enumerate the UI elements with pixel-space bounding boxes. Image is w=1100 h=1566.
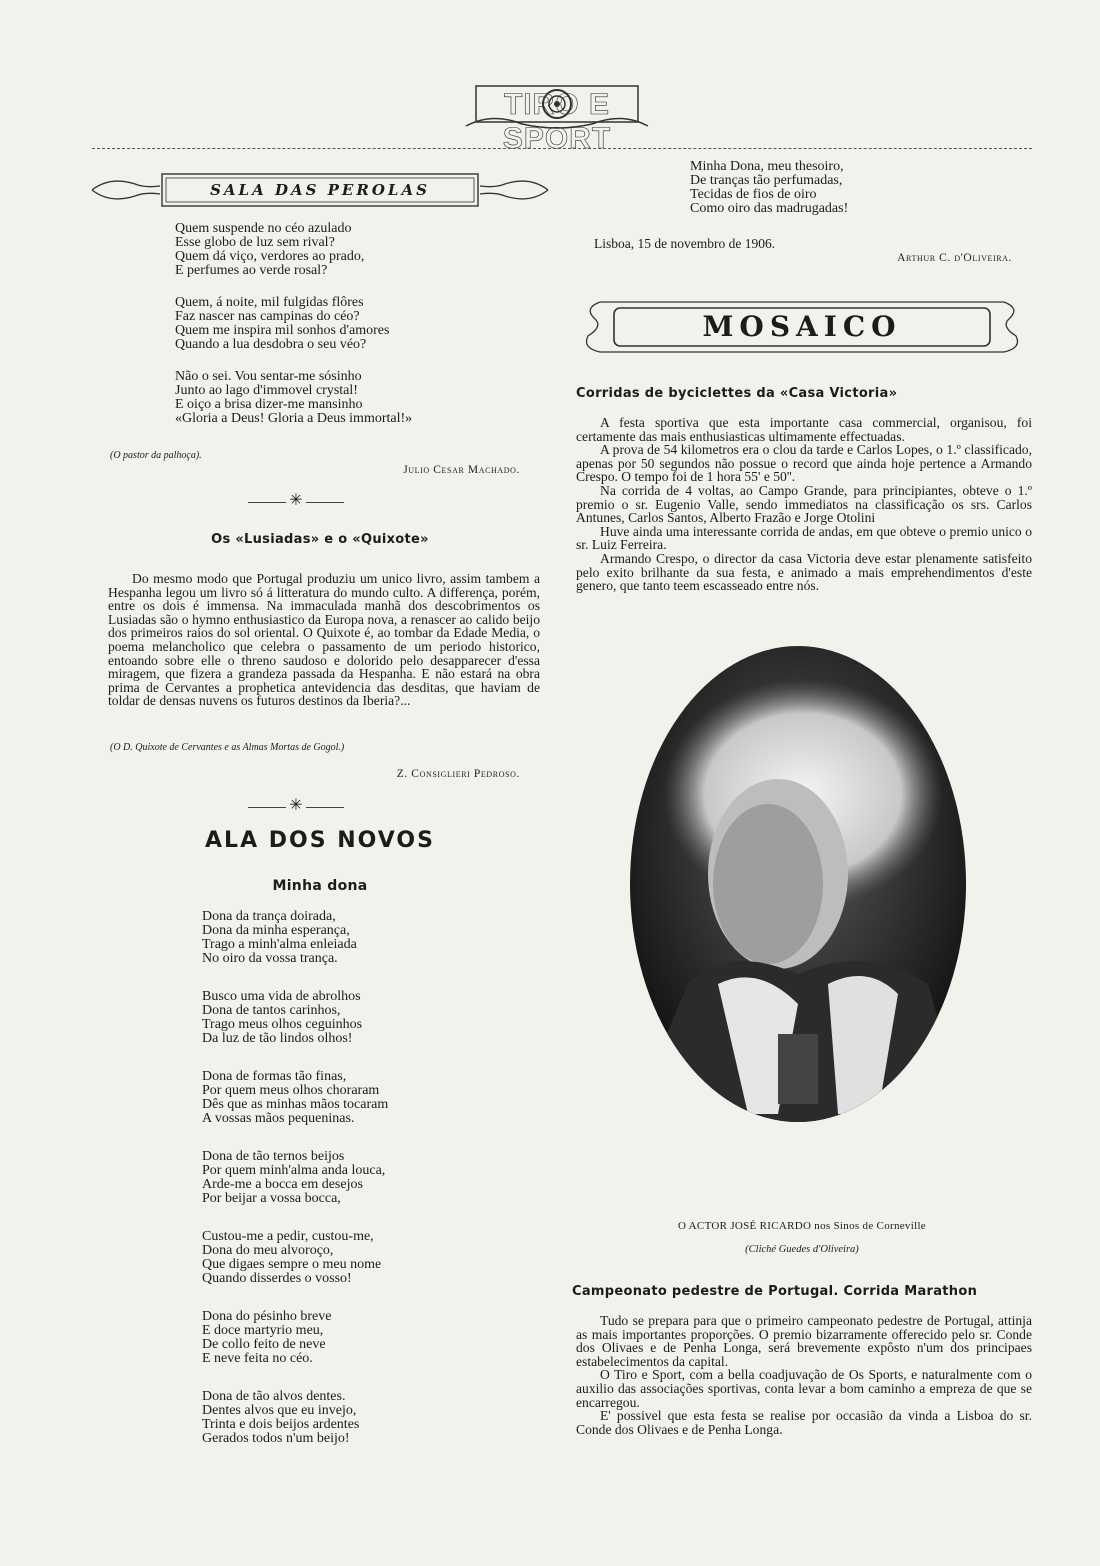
poem-line: Quem me inspira mil sonhos d'amores	[175, 323, 390, 338]
lusiadas-source: (O D. Quixote de Cervantes e as Almas Mortas de Gogol.)	[110, 742, 345, 753]
poem-line: Tecidas de fios de oiro	[690, 187, 817, 202]
poem-line: Busco uma vida de abrolhos	[202, 989, 361, 1004]
poem-line: No oiro da vossa trança.	[202, 951, 338, 966]
novos-heading: ALA DOS NOVOS	[205, 828, 435, 853]
poem-line: Trago meus olhos ceguinhos	[202, 1017, 363, 1032]
mosaico-banner-title: MOSAICO	[702, 310, 902, 343]
article-paragraph: Huve ainda uma interessante corrida de andas, em que obteve o premio unico o sr. Luiz Ferreira.	[576, 523, 1032, 553]
poem-line: Minha Dona, meu thesoiro,	[690, 159, 844, 174]
poem-stanza	[175, 222, 505, 278]
poem-line: Faz nascer nas campinas do céo?	[175, 309, 360, 324]
poem-stanza	[175, 296, 505, 352]
novos-author: Arthur C. d'Oliveira.	[897, 252, 1012, 264]
poem-line: Esse globo de luz sem rival?	[175, 235, 335, 250]
poem-line: Por quem minh'alma anda louca,	[202, 1163, 386, 1178]
article-paragraph: Armando Crespo, o director da casa Victoria deve estar plenamente satisfeito pelo exito brilhante da sua festa, e animado a mais emprehendimentos d'este genero, que tanto teem escasseado entre nós.	[576, 550, 1032, 594]
lusiadas-paragraph: Do mesmo modo que Portugal produziu um unico livro, assim tambem a Hespanha legou um livro só á litteratura do mundo culto. A differença, porém, entre os dois é immensa. Na immaculada manhã dos descobrimentos os Lusiadas são o hymno enthusiastico da Europa nova, a renascer ao calido beijo dos primeiros raios do sol oriental. O Quixote é, ao tombar da Edade Media, o poema melancholico que celebra o passamento de um periodo historico, entoando sobre elle o threno saudoso e dolorido pelo desapparecer d'essa miragem, que fizera a grandeza passada da Hespanha. E não estará na obra prima de Cervantes a prophetica antevidencia das desditas, que haviam de toldar de densas nuvens os futuros destinos da Iberia?...	[108, 571, 540, 709]
poem-line: A vossas mãos pequeninas.	[202, 1111, 355, 1126]
poem-line: Dona de tão ternos beijos	[202, 1149, 345, 1164]
poem-stanza	[202, 990, 532, 1046]
poem-line: E neve feita no céo.	[202, 1351, 313, 1366]
separator-star: ✳	[248, 800, 344, 814]
bikes-title: Corridas de byciclettes da «Casa Victoria»	[576, 386, 898, 401]
lusiadas-body	[108, 572, 540, 708]
poem-line: Por quem meus olhos choraram	[202, 1083, 380, 1098]
poem-line: Quem dá viço, verdores ao prado,	[175, 249, 365, 264]
lusiadas-title: Os «Lusiadas» e o «Quixote»	[211, 532, 429, 547]
poem-line: De tranças tão perfumadas,	[690, 173, 843, 188]
poem-line: Dona da minha esperança,	[202, 923, 350, 938]
poem-line: Por beijar a vossa bocca,	[202, 1191, 341, 1206]
poem-stanza	[202, 1310, 532, 1366]
sala-author: Julio Cesar Machado.	[403, 464, 520, 476]
poem-line: E oiço a brisa dizer-me mansinho	[175, 397, 363, 412]
poem-line: Não o sei. Vou sentar-me sósinho	[175, 369, 362, 384]
poem-line: Dentes alvos que eu invejo,	[202, 1403, 357, 1418]
masthead-title: TIRO E SPORT	[502, 88, 612, 155]
poem-line: Quem, á noite, mil fulgidas flôres	[175, 295, 364, 310]
poem-line: Como oiro das madrugadas!	[690, 201, 849, 216]
separator-star: ✳	[248, 495, 344, 509]
masthead-logo	[462, 82, 652, 155]
article-paragraph: Na corrida de 4 voltas, ao Campo Grande, para principiantes, obteve o 1.º premio o sr. Eugenio Valle, sendo immediatos na classificação os srs. Carlos Antunes, Carlos Santos, Alberto Frazão e Jorge Otolini	[576, 482, 1032, 526]
article-paragraph: O Tiro e Sport, com a bella coadjuvação de Os Sports, e naturalmente com o auxilio das associações sportivas, conta levar a bom caminho a empreza de que se encarregou.	[576, 1367, 1032, 1410]
poem-line: De collo feito de neve	[202, 1337, 326, 1352]
sala-source: (O pastor da palhoça).	[110, 450, 202, 461]
lusiadas-author: Z. Consiglieri Pedroso.	[396, 768, 520, 780]
poem-line: Quem suspende no céo azulado	[175, 221, 352, 236]
article-paragraph: A festa sportiva que esta importante casa commercial, organisou, foi certamente das mais enthusiasticas ultimamente effectuadas.	[576, 415, 1032, 444]
marathon-title: Campeonato pedestre de Portugal. Corrida Marathon	[572, 1284, 978, 1299]
poem-stanza	[690, 160, 1020, 216]
poem-line: Dona do pésinho breve	[202, 1309, 332, 1324]
novos-title: Minha dona	[272, 878, 368, 894]
sala-banner-title: SALA DAS PEROLAS	[210, 181, 430, 199]
marathon-body	[576, 1314, 1032, 1436]
poem-stanza	[202, 1230, 532, 1286]
poem-line: Quando a lua desdobra o seu véo?	[175, 337, 367, 352]
sala-poem	[175, 222, 505, 426]
sala-banner	[90, 170, 550, 210]
poem-line: Junto ao lago d'immovel crystal!	[175, 383, 358, 398]
poem-stanza	[202, 1070, 532, 1126]
poem-line: Arde-me a bocca em desejos	[202, 1177, 363, 1192]
bikes-body	[576, 416, 1032, 593]
poem-line: E doce martyrio meu,	[202, 1323, 324, 1338]
poem-line: Dona de tão alvos dentes.	[202, 1389, 346, 1404]
mosaico-banner	[580, 296, 1024, 358]
poem-stanza	[175, 370, 505, 426]
poem-stanza	[202, 1390, 532, 1446]
poem-line: «Gloria a Deus! Gloria a Deus immortal!»	[175, 411, 413, 426]
poem-line: Da luz de tão lindos olhos!	[202, 1031, 353, 1046]
article-paragraph: E' possivel que esta festa se realise por occasião da vinda a Lisboa do sr. Conde dos Olivaes e de Penha Longa.	[576, 1408, 1032, 1437]
poem-stanza	[202, 1150, 532, 1206]
poem-line: Dona de tantos carinhos,	[202, 1003, 341, 1018]
poem-line: Trinta e dois beijos ardentes	[202, 1417, 360, 1432]
poem-line: Dês que as minhas mãos tocaram	[202, 1097, 389, 1112]
poem-stanza	[202, 910, 532, 966]
poem-line: Trago a minh'alma enleiada	[202, 937, 357, 952]
poem-line: Gerados todos n'um beijo!	[202, 1431, 350, 1446]
poem-line: Quando disserdes o vosso!	[202, 1271, 352, 1286]
actor-portrait	[628, 644, 968, 1124]
article-paragraph: A prova de 54 kilometros era o clou da tarde e Carlos Lopes, o 1.º classificado, apenas por 50 segundos não possue o record que ainda hoje pertence a Armando Crespo. O tempo foi de 1 hora 55' e 50''.	[576, 442, 1032, 485]
novos-poem	[202, 910, 532, 1446]
poem-line: Dona de formas tão finas,	[202, 1069, 347, 1084]
poem-line: Dona do meu alvoroço,	[202, 1243, 334, 1258]
novos-date: Lisboa, 15 de novembro de 1906.	[594, 236, 776, 251]
portrait-credit: (Cliché Guedes d'Oliveira)	[745, 1244, 859, 1255]
poem-line: Dona da trança doirada,	[202, 909, 336, 924]
poem-line: Custou-me a pedir, custou-me,	[202, 1229, 374, 1244]
article-paragraph: Tudo se prepara para que o primeiro campeonato pedestre de Portugal, attinja as mais importantes proporções. O premio bizarramente offerecido pelo sr. Conde dos Olivaes e de Penha Longa, será brevemente expôsto n'um dos principaes estabelecimentos da capital.	[576, 1313, 1032, 1369]
poem-line: Que digaes sempre o meu nome	[202, 1257, 382, 1272]
portrait-caption: O ACTOR JOSÉ RICARDO nos Sinos de Corneville	[678, 1220, 926, 1232]
poem-line: E perfumes ao verde rosal?	[175, 263, 328, 278]
top-divider	[92, 148, 1032, 149]
novos-poem-continued	[690, 160, 1020, 216]
